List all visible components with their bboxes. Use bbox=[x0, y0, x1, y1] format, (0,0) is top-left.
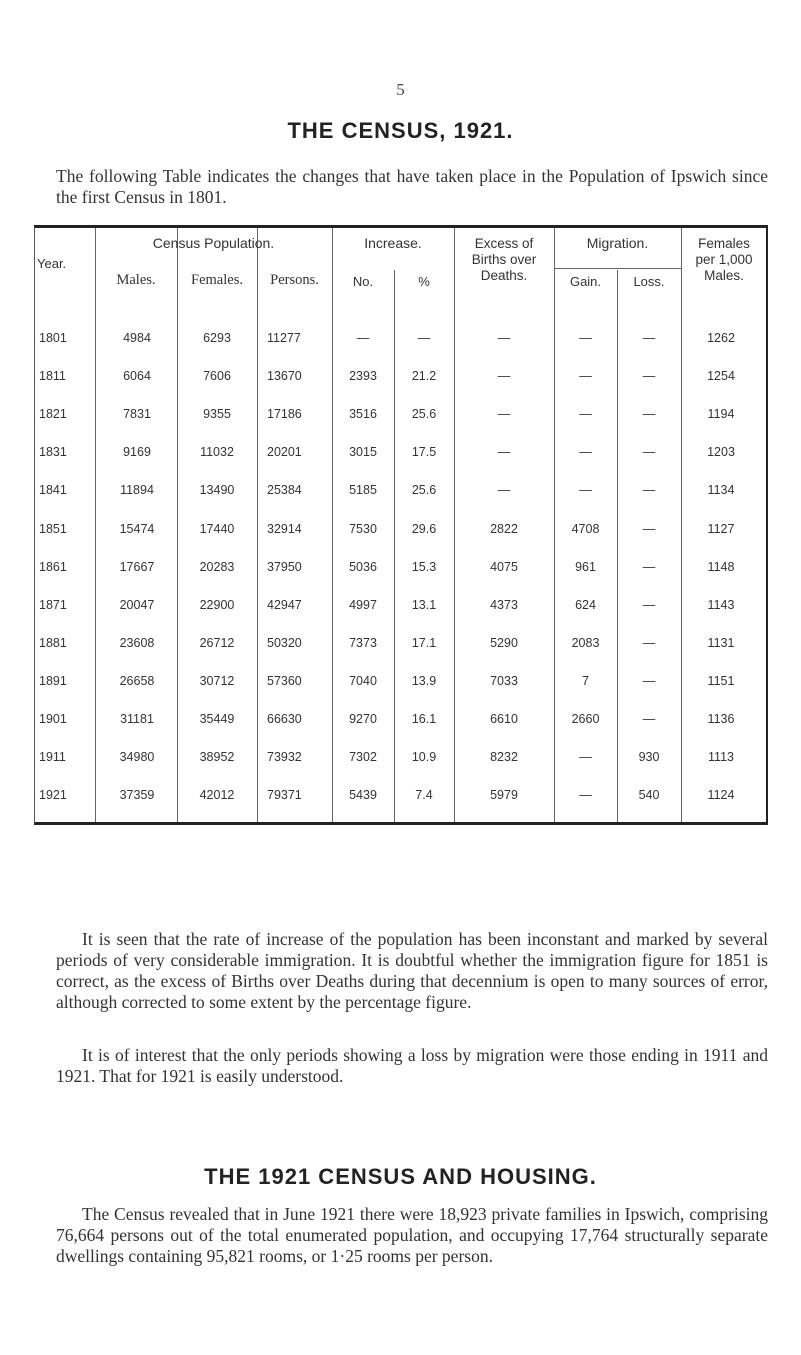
cell-loss: — bbox=[642, 445, 656, 460]
header-gain: Gain. bbox=[569, 274, 602, 289]
cell-pct: 25.6 bbox=[411, 483, 437, 498]
cell-pct: 17.5 bbox=[411, 445, 437, 460]
cell-excess: 6610 bbox=[490, 712, 518, 726]
cell-gain: 2660 bbox=[571, 712, 600, 726]
cell-ratio: 1148 bbox=[707, 559, 735, 574]
cell-excess: — bbox=[497, 445, 511, 460]
cell-males: 34980 bbox=[119, 750, 155, 765]
table-row bbox=[35, 712, 766, 732]
header-excess: Excess of Births over Deaths. bbox=[471, 236, 537, 283]
cell-no: 5185 bbox=[349, 483, 377, 498]
table-row bbox=[35, 674, 766, 694]
table-row bbox=[35, 407, 766, 427]
cell-loss: — bbox=[642, 597, 656, 612]
cell-no: 3015 bbox=[349, 445, 377, 460]
table-row bbox=[35, 560, 766, 580]
cell-year: 1821 bbox=[39, 407, 67, 422]
cell-excess: — bbox=[497, 369, 511, 384]
table-row bbox=[35, 788, 766, 808]
header-females-per-1000: Females per 1,000 Males. bbox=[695, 236, 753, 283]
cell-year: 1881 bbox=[39, 635, 67, 650]
header-census-population: Census Population. bbox=[152, 235, 275, 251]
cell-ratio: 1203 bbox=[707, 445, 735, 460]
paragraph-migration-loss: It is of interest that the only periods showing a loss by migration were those ending in 1911 and 1921. That for 1921 is easily understood. bbox=[56, 1045, 768, 1086]
cell-females: 30712 bbox=[199, 673, 235, 688]
cell-year: 1851 bbox=[39, 521, 67, 536]
cell-females: 17440 bbox=[199, 521, 235, 536]
page-number: 5 bbox=[396, 80, 405, 99]
table-row bbox=[35, 598, 766, 618]
header-males: Males. bbox=[116, 272, 156, 288]
cell-year: 1861 bbox=[39, 559, 67, 574]
cell-pct: — bbox=[417, 331, 431, 345]
cell-males: 11894 bbox=[120, 483, 154, 498]
cell-loss: — bbox=[642, 483, 656, 498]
cell-males: 26658 bbox=[119, 673, 155, 688]
cell-males: 17667 bbox=[119, 559, 155, 574]
cell-gain: — bbox=[579, 369, 592, 384]
cell-females: 7606 bbox=[203, 369, 231, 384]
cell-no: 3516 bbox=[349, 407, 377, 422]
cell-males: 6064 bbox=[123, 369, 151, 384]
cell-pct: 13.9 bbox=[411, 673, 437, 688]
cell-females: 20283 bbox=[199, 559, 235, 574]
header-females: Females. bbox=[191, 272, 243, 288]
cell-pct: 17.1 bbox=[411, 635, 437, 650]
cell-gain: — bbox=[579, 407, 592, 422]
cell-loss: — bbox=[642, 635, 656, 650]
cell-no: 7373 bbox=[349, 635, 377, 650]
cell-no: 7302 bbox=[349, 750, 377, 765]
cell-persons: 11277 bbox=[267, 331, 301, 345]
table-row bbox=[35, 445, 766, 465]
cell-females: 6293 bbox=[203, 331, 231, 345]
cell-year: 1871 bbox=[39, 597, 67, 612]
cell-ratio: 1134 bbox=[707, 483, 735, 498]
cell-persons: 20201 bbox=[267, 445, 302, 460]
cell-loss: — bbox=[642, 559, 656, 574]
cell-females: 35449 bbox=[199, 712, 235, 726]
cell-gain: — bbox=[579, 788, 592, 803]
paragraph-increase-rate: It is seen that the rate of increase of the population has been inconstant and marked by several periods of very considerable immigration. It is doubtful whether the immigration figure for 1851 is correct, as the excess of Births over Deaths during that decennium is open to many sources of error, although corrected to some extent by the percentage figure. bbox=[56, 929, 768, 1012]
table-row bbox=[35, 636, 766, 656]
cell-loss: — bbox=[642, 521, 656, 536]
cell-year: 1921 bbox=[39, 788, 67, 803]
cell-ratio: 1127 bbox=[707, 521, 735, 536]
cell-loss: — bbox=[642, 407, 656, 422]
cell-year: 1891 bbox=[39, 673, 67, 688]
cell-no: 4997 bbox=[349, 597, 377, 612]
cell-loss: — bbox=[642, 369, 656, 384]
paragraph-housing: The Census revealed that in June 1921 there were 18,923 private families in Ipswich, comprising 76,664 persons out of the total enumerated population, and occupying 17,764 structurally separate dwellings containing 95,821 rooms, or 1·25 rooms per person. bbox=[56, 1204, 768, 1266]
cell-males: 4984 bbox=[123, 331, 151, 345]
cell-pct: 21.2 bbox=[411, 369, 437, 384]
cell-females: 9355 bbox=[203, 407, 231, 422]
cell-females: 42012 bbox=[199, 788, 235, 803]
cell-females: 38952 bbox=[199, 750, 235, 765]
cell-pct: 29.6 bbox=[411, 521, 437, 536]
cell-ratio: 1194 bbox=[707, 407, 735, 422]
cell-ratio: 1151 bbox=[707, 673, 735, 688]
header-migration: Migration. bbox=[586, 235, 649, 251]
cell-females: 26712 bbox=[199, 635, 235, 650]
cell-males: 9169 bbox=[123, 445, 151, 460]
cell-persons: 42947 bbox=[267, 597, 302, 612]
page-title: THE CENSUS, 1921. bbox=[287, 118, 514, 143]
cell-gain: — bbox=[579, 331, 592, 345]
cell-pct: 13.1 bbox=[411, 597, 437, 612]
header-increase: Increase. bbox=[364, 235, 422, 251]
cell-ratio: 1136 bbox=[707, 712, 735, 726]
cell-no: 5439 bbox=[349, 788, 377, 803]
intro-paragraph: The following Table indicates the changes that have taken place in the Population of Ipswich since the first Census in 1801. bbox=[56, 166, 768, 207]
cell-year: 1911 bbox=[39, 750, 66, 765]
cell-males: 7831 bbox=[123, 407, 151, 422]
cell-loss: 930 bbox=[638, 750, 660, 765]
cell-persons: 50320 bbox=[267, 635, 302, 650]
cell-excess: 7033 bbox=[490, 673, 518, 688]
cell-excess: — bbox=[497, 407, 511, 422]
cell-gain: 624 bbox=[575, 597, 596, 612]
cell-ratio: 1254 bbox=[707, 369, 735, 384]
cell-excess: — bbox=[497, 483, 511, 498]
cell-pct: 7.4 bbox=[415, 788, 433, 803]
cell-males: 31181 bbox=[120, 712, 154, 726]
cell-no: — bbox=[356, 331, 370, 345]
cell-gain: — bbox=[579, 483, 592, 498]
cell-no: 2393 bbox=[349, 369, 377, 384]
cell-gain: 2083 bbox=[571, 635, 600, 650]
cell-pct: 16.1 bbox=[411, 712, 437, 726]
cell-excess: 2822 bbox=[490, 521, 518, 536]
cell-excess: 5290 bbox=[490, 635, 518, 650]
cell-year: 1801 bbox=[39, 331, 67, 345]
cell-gain: — bbox=[579, 750, 592, 765]
cell-no: 7530 bbox=[349, 521, 377, 536]
table-row bbox=[35, 522, 766, 542]
cell-males: 15474 bbox=[119, 521, 155, 536]
section-title-housing: THE 1921 CENSUS AND HOUSING. bbox=[204, 1164, 597, 1189]
header-persons: Persons. bbox=[270, 272, 319, 288]
cell-persons: 25384 bbox=[267, 483, 302, 498]
cell-no: 5036 bbox=[349, 559, 377, 574]
cell-pct: 10.9 bbox=[411, 750, 437, 765]
cell-gain: 4708 bbox=[571, 521, 600, 536]
cell-persons: 17186 bbox=[267, 407, 302, 422]
cell-loss: — bbox=[642, 712, 656, 726]
cell-ratio: 1113 bbox=[708, 750, 734, 765]
cell-excess: 5979 bbox=[490, 788, 518, 803]
cell-persons: 37950 bbox=[267, 559, 302, 574]
cell-persons: 79371 bbox=[267, 788, 302, 803]
cell-year: 1841 bbox=[39, 483, 67, 498]
cell-year: 1901 bbox=[39, 712, 67, 726]
cell-excess: — bbox=[497, 331, 511, 345]
census-table bbox=[34, 225, 768, 825]
cell-loss: 540 bbox=[638, 788, 660, 803]
header-no: No. bbox=[352, 274, 374, 289]
header-loss: Loss. bbox=[633, 274, 665, 289]
cell-persons: 66630 bbox=[267, 712, 302, 726]
cell-year: 1831 bbox=[39, 445, 67, 460]
table-row bbox=[35, 369, 766, 389]
cell-year: 1811 bbox=[39, 369, 66, 384]
cell-no: 9270 bbox=[349, 712, 377, 726]
cell-ratio: 1131 bbox=[707, 635, 735, 650]
cell-ratio: 1143 bbox=[707, 597, 735, 612]
cell-no: 7040 bbox=[349, 673, 377, 688]
header-year: Year. bbox=[37, 256, 67, 271]
table-row bbox=[35, 483, 766, 503]
cell-gain: 7 bbox=[582, 673, 589, 688]
cell-persons: 57360 bbox=[267, 673, 302, 688]
header-pct: % bbox=[418, 274, 430, 289]
cell-loss: — bbox=[642, 673, 656, 688]
cell-pct: 15.3 bbox=[411, 559, 437, 574]
cell-gain: — bbox=[579, 445, 592, 460]
table-row bbox=[35, 750, 766, 770]
cell-females: 22900 bbox=[199, 597, 235, 612]
cell-gain: 961 bbox=[575, 559, 596, 574]
cell-ratio: 1124 bbox=[707, 788, 735, 803]
cell-females: 11032 bbox=[200, 445, 234, 460]
cell-excess: 4075 bbox=[490, 559, 518, 574]
cell-males: 23608 bbox=[119, 635, 155, 650]
cell-loss: — bbox=[642, 331, 656, 345]
cell-females: 13490 bbox=[199, 483, 235, 498]
cell-ratio: 1262 bbox=[707, 331, 735, 345]
cell-persons: 73932 bbox=[267, 750, 302, 765]
cell-pct: 25.6 bbox=[411, 407, 437, 422]
cell-males: 20047 bbox=[119, 597, 155, 612]
cell-persons: 13670 bbox=[267, 369, 302, 384]
table-row bbox=[35, 331, 766, 351]
cell-males: 37359 bbox=[119, 788, 155, 803]
cell-excess: 8232 bbox=[490, 750, 518, 765]
cell-excess: 4373 bbox=[490, 597, 518, 612]
cell-persons: 32914 bbox=[267, 521, 302, 536]
